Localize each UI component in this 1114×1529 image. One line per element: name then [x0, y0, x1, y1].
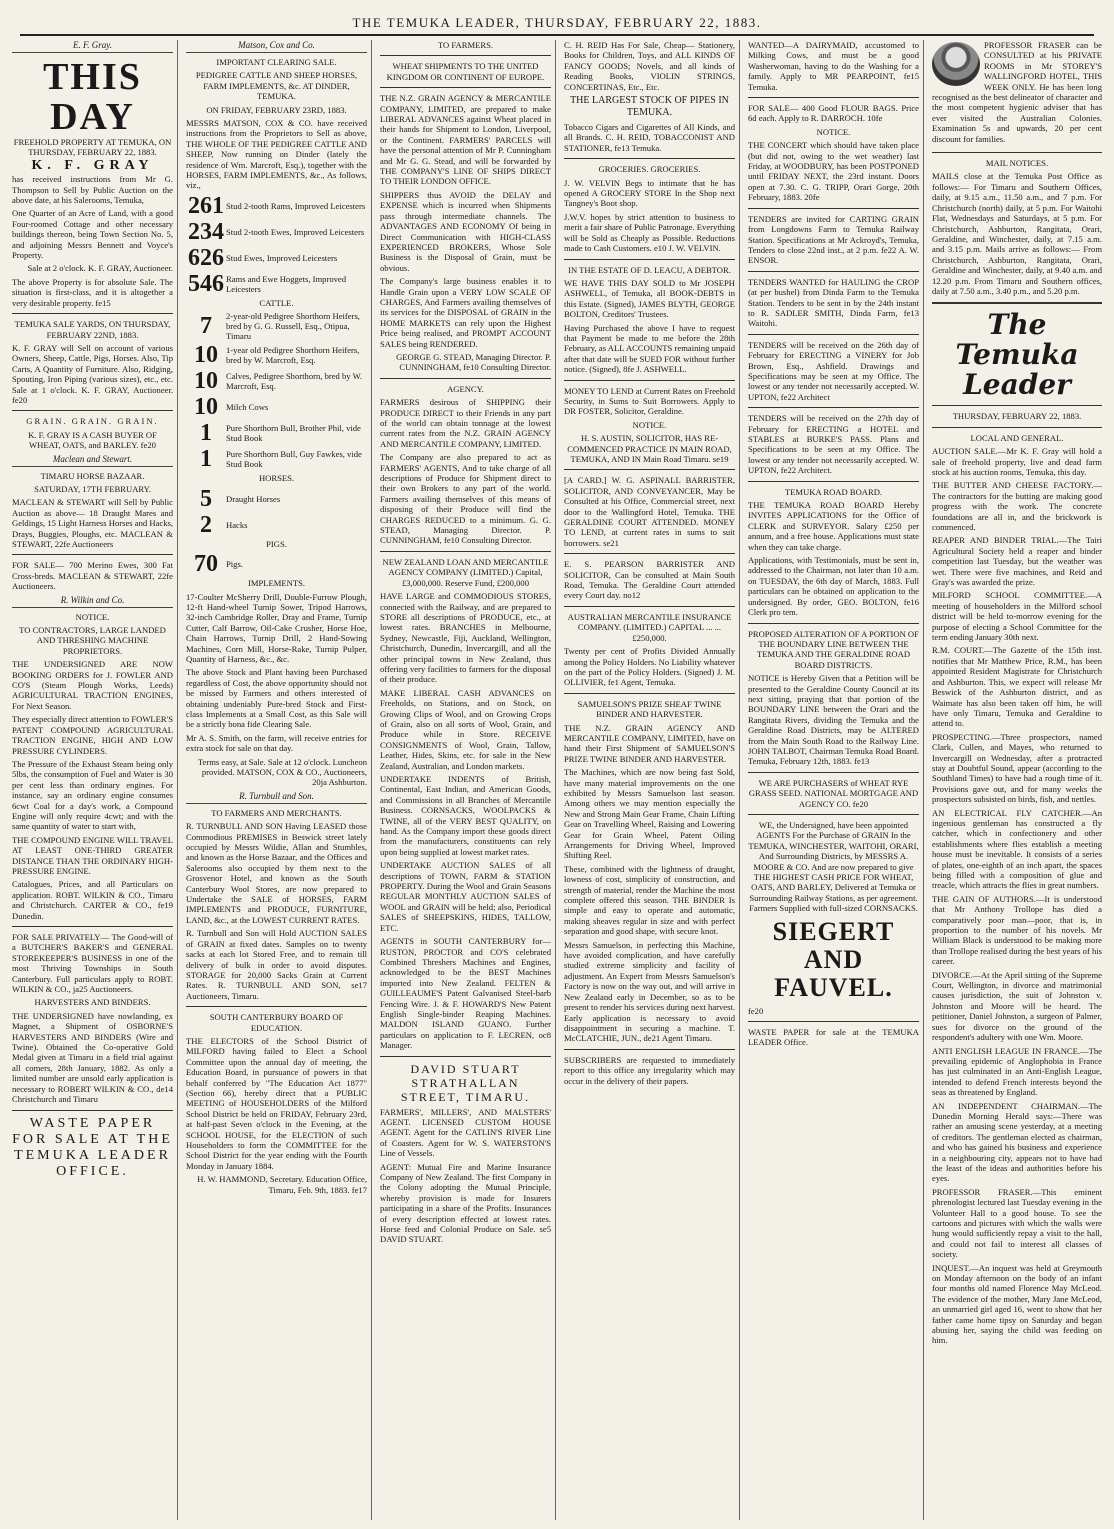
ad-text: R. Turnbull and Son will Hold AUCTION SALES of GRAIN at fixed dates. Samples on to twenty sacks at each lot Stored Free, and to remain till delivery of bulk in order to avoid disputes. STORAGE for 20,000 Sacks Grain at Current Rates. R. TURNBULL AND SON, se17 Auctioneers, Timaru. [186, 928, 367, 1001]
ad-text: J.W.V. hopes by strict attention to business to merit a fair share of Public Patronage. Everything will be Sold as Cheaply as Possible. Reductions made to Cash Customers. e10 J. W. VELVIN. [564, 211, 735, 254]
ad-text: They especially direct attention to FOWLER'S PATENT COMPOUND AGRICULTURAL TRACTION ENGINE, HIGH AND LOW PRESSURE CYLINDERS. [12, 714, 173, 756]
section-heading: LOCAL AND GENERAL. [970, 432, 1064, 443]
ad-heading: TEMUKA SALE YARDS, ON THURSDAY, FEBRUARY 22ND, 1883. [14, 319, 171, 340]
siegert-fauvel-heading: SIEGERT AND FAUVEL. [772, 916, 895, 1002]
news-item: PROFESSOR FRASER.—This eminent phrenologist lectured last Tuesday evening in the Volunteer Hall to a good house. To see the cartoons and pictures with which the walls were hung would sufficiently repay a visit to the hall, and could not fail to interest all classes of society. [932, 1186, 1102, 1260]
ad-text: H. S. AUSTIN, SOLICITOR, HAS RE-COMMENCED PRACTICE IN MAIN ROAD, TEMUKA, AND IN Main Road Timaru. se19 [567, 433, 732, 464]
stock-item: 546 Rams and Ewe Hoggets, Improved Leicesters [188, 270, 347, 297]
stock-item: 10 Milch Cows [194, 394, 269, 421]
news-item: MILFORD SCHOOL COMMITTEE.—A meeting of householders in the Milford school district will be held to-morrow evening for the purpose of electing a School Committee for the term ending January 30th next. [932, 590, 1102, 643]
masthead-title: THE TEMUKA LEADER, THURSDAY, FEBRUARY 22, 1883. [352, 15, 762, 30]
ad-text: TENDERS will be received on the 27th day of February for ERECTING a HOTEL and STABLES at BURKE'S PASS. Plans and Specifications to be seen at my Office. The lowest or any tender not necessarily accepted. W. UPTON, fe22 Architect. [748, 413, 919, 476]
ad-heading: NOTICE. [632, 419, 667, 430]
ad-text: WE, the Undersigned, have been appointed AGENTS For the Purchase of GRAIN In the TEMUKA, WINCHESTER, WAITOHI, ORARI, And Surrounding Districts, by MESSRS A. MOORE & CO. And are now prepared to give THE HIGHEST CASH PRICE FOR WHEAT, OATS, AND BARLEY, Delivered at Temuka or Surrounding Railway Stations, as per agreement. Farmers Supplied with full-sized CORNSACKS. [748, 820, 919, 914]
ad-text: The Company are also prepared to act as FARMERS' AGENTS, And to take charge of all descriptions of Produce for Shipment direct to their own Brokers to any part of the world. Farmers availing themselves of this means of disposing of their Produce will find the CHARGES REDUCED to a minimum. G. G. STEAD, Managing Director. P. CUNNINGHAM, fe10 Consulting Director. [380, 452, 551, 546]
ad-heading: TO FARMERS. [437, 40, 494, 50]
ad-heading: NOTICE. [816, 126, 851, 137]
stock-item: 261 Stud 2-tooth Rams, Improved Leicesters [188, 192, 366, 219]
section-label: CATTLE. [259, 297, 294, 308]
ad-text: PROFESSOR FRASER can be CONSULTED at his PRIVATE ROOMS in Mr STOREY'S WALLINGFORD HOTEL, THIS WEEK ONLY. He has been long recognised as the best delineator of character and the most competent hygienic adviser that has ever visited the Australian Colonies. Examination 5s and upwards, 20 per cent discount for families. [932, 40, 1102, 144]
auctioneer-name: K. F. GRAY [31, 157, 154, 173]
ad-text: FARMERS desirous of SHIPPING their PRODUCE DIRECT to their Friends in any part of the world can obtain tonnage at the lowest current rates from the N.Z. GRAIN AGENCY AND MERCANTILE COMPANY, LIMITED. [380, 397, 551, 449]
ad-text: MONEY TO LEND at Current Rates on Freehold Security, in Sums to Suit Borrowers. Apply to DR FOSTER, Solicitor, Geraldine. [564, 385, 735, 417]
ad-text: R. TURNBULL AND SON Having LEASED those Commodious PREMISES in Beswick street lately occupied by Messrs Wildie, Allan and Stumbles, and known as the Horse Bazaar, and the Offices and Salerooms also occupied by them next to the Grosvenor Hotel, and known as the South Canterbury Wool Stores, are now prepared to Undertake the SALE of HORSES, FARM IMPLEMENTS and PRODUCE, FURNITURE, LAND, &c., at the LOWEST CURRENT RATES. [186, 821, 367, 925]
issue-date: THURSDAY, FEBRUARY 22, 1883. [952, 411, 1082, 422]
ad-text: AGENTS in SOUTH CANTERBURY for— RUSTON, PROCTOR and CO'S celebrated Combined Threshers Machines and Engines, acknowledged to be the BEST Machines imported into New Zealand. FELTEN & GUILLEAUME'S Patent Galvanised Steel-barb Fencing Wire. J. & F. HOWARD'S New Patent English Single-binder Reaping Machines. MALDON ISLAND GUANO. Further particulars on application to F. LECREN, oc8 Manager. [380, 936, 551, 1051]
ad-text: J. W. VELVIN Begs to intimate that he has opened A GROCERY STORE In the Shop next Tangney's Boot shop. [564, 177, 735, 209]
stock-item: 626 Stud Ewes, Improved Leicesters [188, 244, 338, 271]
ad-heading: THE LARGEST STOCK OF PIPES IN TEMUKA. [570, 95, 729, 119]
ad-text: Applications, with Testimonials, must be sent in, addressed to the Chairman, not later than 10 a.m. on TUESDAY, the 6th day of March, 1883. Full particulars can be obtained on application to the undersigned. By order, GEO. BOLTON, fe16 Clerk pro tem. [748, 555, 919, 618]
column-5 [744, 40, 924, 1520]
section-label: HORSES. [258, 473, 295, 484]
stock-list [186, 194, 367, 296]
stock-item: 70 Pigs. [194, 551, 243, 578]
ad-text: Catalogues, Prices, and all Particulars on application. ROBT. WILKIN & CO., Timaru and Christchurch. CARTER & CO., fe19 Dunedin. [12, 879, 173, 921]
ad-text: THE UNDERSIGNED have nowlanding, ex Magnet, a Shipment of OSBORNE'S HARVESTERS AND BINDERS (Wire and Twine). Obtained the Co-operative Gold Medal given at Timaru in a field trial against all comers, 28th January, 1882. As only a limited number are unsold early application is necessary to ROBERT WILKIN & CO., de14 Christchurch and Timaru [12, 1010, 173, 1105]
ad-text: MESSRS MATSON, COX & CO. have received instructions from the Proprietors to Sell as above, THE WHOLE OF THE PEDIGREE CATTLE AND SHEEP, Now running on Dinder (lately the residence of Wm. Marcroft, Esq.), together with the HORSES, FARM IMPLEMENTS, &c., As follows, viz., [186, 118, 367, 191]
ad-text: FOR SALE— 400 Good FLOUR BAGS. Price 6d each. Apply to R. DARROCH. 10fe [748, 103, 919, 124]
ad-text: WE ARE PURCHASERS of WHEAT RYE GRASS SEED. NATIONAL MORTGAGE AND AGENCY CO. fe20 [748, 777, 919, 809]
ad-text: MAILS close at the Temuka Post Office as follows:— For Timaru and Southern Offices, daily, at 9.15 a.m., 11.50 a.m., and 7 p.m. For Christchurch (north) daily, at 5 p.m. For Waitohi Flat, Wednesdays and Saturdays, at 5 p.m. For Christchurch, Ashburton, Rangitata, Orari, Geraldine, and Winchester, daily, at 7.15 a.m. and 3.15 p.m. Mails arrive as follows:— From Christchurch, Ashburton, Rangitata, Orari, Geraldine and Winchester, daily, at 9.40 a.m. and 12.20 p.m. From Timaru and Southern offices, daily at 7.50 a.m., 3.40 p.m., and 5.20 p.m. [932, 171, 1102, 296]
ad-heading: SOUTH CANTERBURY BOARD OF EDUCATION. [209, 1012, 344, 1033]
ad-text: Twenty per cent of Profits Divided Annually among the Policy Holders. No Liability whatever on the part of the Policy Holders. (Signed) J. M. OLLIVIER, fe1 Agent, Temuka. [564, 646, 735, 688]
ad-text: HAVE LARGE and COMMODIOUS STORES, connected with the Railway, and are prepared to STORE all descriptions of PRODUCE, etc., at lowest rates. BRANCHES in Melbourne, Sydney, Newcastle, Fiji, Auckland, Wellington, Christchurch, Dunedin, Invercargill, and all the other principal towns in New Zealand, thus offering very facilities to farmers for the disposal of their produce. [380, 591, 551, 685]
news-item: AN ELECTRICAL FLY CATCHER.—An ingenious gentleman has constructed a fly catcher, which in confectionery and other establishments where flies establish a meeting house must be inevitable. It consists of a series of plates, one-eighth of an inch apart, the spaces being filled with a composition of glue and treacle, which attracts the flies in great numbers. [932, 807, 1102, 891]
advertiser-label: Maclean and Stewart. [12, 454, 173, 467]
ad-heading: IMPORTANT CLEARING SALE. [216, 57, 337, 67]
cattle-list [186, 311, 367, 471]
ad-text: MAKE LIBERAL CASH ADVANCES on Freeholds, on Stations, and on Stock, on Growing Clips of Wool, and on Growing Crops of Grain, also on all sorts of Wool, Grain, and Produce while in Store. RECEIVE CONSIGNMENTS of Wool, Grain, Tallow, Leather, Hides, Skins, etc. for sale in the New Zealand, Australian, and London markets. [380, 687, 551, 771]
ad-text: E. S. PEARSON BARRISTER AND SOLICITOR, Can be consulted at Main South Road, Temuka. The Geraldine Court attended every Court day. no12 [564, 559, 735, 601]
news-item: PROSPECTING.—Three prospectors, named Clark, Cullen, and Mayes, who returned to Invercargill on Wednesday, after a protracted stay at Doubtful Sound, appear (according to the Southland Times) to have had a rough time of it. Provisions gave out, and for many weeks the prospectors subsisted on birds, fish, and nettles. [932, 731, 1102, 805]
ad-text: AGENT: Mutual Fire and Marine Insurance Company of New Zealand. The first Company in the Colony adopting the Mutual Principle, whereby provision is made for Insurers participating in a share of the Profits. Insurances of every description effected at lowest rates. Horse feed and Colonial Produce on Sale. se5 DAVID STUART. [380, 1161, 551, 1245]
column-4 [560, 40, 740, 1520]
ad-text: MACLEAN & STEWART will Sell by Public Auction as above— 18 Draught Mares and Geldings, 15 Light Harness Horses and Hacks, Drays, Buggies, Ploughs, etc. MACLEAN & STEWART, 22fe Auctioneers [12, 497, 173, 549]
ad-heading: PROPOSED ALTERATION OF A PORTION OF THE BOUNDARY LINE BETWEEN THE TEMUKA AND THE GERALDINE ROAD BOARD DISTRICTS. [748, 628, 919, 670]
news-item: R.M. COURT.—The Gazette of the 15th inst. notifies that Mr Matthew Price, R.M., has been appointed Resident Magistrate for Christchurch and Ashburton. This, we expect will release Mr Beswick of the Ashburton district, and as Waimate has also been taken off him, he will have only Timaru, Temuka and Geraldine to attend to. [932, 645, 1102, 729]
this-day-heading: THIS DAY [43, 56, 142, 138]
ad-text: THE CONCERT which should have taken place (but did not, owing to the wet weather) last Friday, at WOODBURY, has been POSTPONED until FRIDAY NEXT, the 23rd instant. Doors open at 7.30. C. G. TRIPP, Orari Gorge, 20th February, 1883. 20fe [748, 140, 919, 203]
advertiser-label: R. Wilkin and Co. [12, 595, 173, 608]
ad-text: C. H. REID Has For Sale, Cheap— Stationery, Books for Children, Toys, and ALL KINDS OF FANCY GOODS; Novels, and all kinds of Reading Books, VIOLIN STRINGS, CONCERTINAS, Etc., Etc. [564, 40, 735, 92]
column-3 [376, 40, 556, 1520]
ad-text: Having Purchased the above I have to request that Payment be made to me before the 28th February, as ALL ACCOUNTS remaining unpaid after that date will be SUED FOR without further notice. (Signed), 8fe J. ASHWELL. [564, 322, 735, 375]
advertiser-label: R. Turnbull and Son. [186, 791, 367, 804]
ad-heading: NOTICE. [75, 611, 110, 622]
ad-text: NOTICE is Hereby Given that a Petition will be presented to the Geraldine County Council at its next sitting, praying that that portion of the BOUNDARY LINE between the Orari and the Rangitata Rivers, dividing the Temuka and the Geraldine Road Districts, may be ALTERED from the Main South Road to the Railway Line. JOHN TALBOT, Chairman Temuka Road Board. Temuka, February 12th, 1883. fe13 [748, 673, 919, 767]
news-item: DIVORCE.—At the April sitting of the Supreme Court, Wellington, in divorce and matrimonial causes jurisdiction, the suit of Johnston v. Johnston and Moore will be heard. The petitioner, Daniel Johnston, a surgeon of Palmer, sues for divorce on the ground of the respondent's adultery with one Wm. Moore. [932, 969, 1102, 1043]
ad-text: Sale at 2 o'clock. K. F. GRAY, Auctioneer. [27, 263, 173, 274]
ad-heading: GRAIN. GRAIN. GRAIN. [26, 416, 159, 427]
ad-text: SUBSCRIBERS are requested to immediately report to this office any irregularity which may occur in the delivery of their papers. [564, 1054, 735, 1086]
ad-text: THE COMPOUND ENGINE WILL TRAVEL AT LEAST ONE-THIRD GREATER DISTANCE THAN THE ORDINARY HIGH-PRESSURE ENGINE. [12, 834, 173, 876]
ad-text: One Quarter of an Acre of Land, with a good Four-roomed Cottage and other necessary buildings thereon, being Town Section No. 5, and adjoining Messrs Bennett and Voyce's Property. [12, 208, 173, 261]
news-item: AUCTION SALE.—Mr K. F. Gray will hold a sale of freehold property, live and dead farm stock at his auction rooms, Temuka, this day. [932, 446, 1102, 477]
ad-heading: WASTE PAPER FOR SALE AT THE TEMUKA LEADER OFFICE. [12, 1115, 173, 1179]
section-label: IMPLEMENTS. [247, 578, 306, 589]
ad-heading: TO FARMERS AND MERCHANTS. [211, 807, 342, 818]
ad-text: Mr A. S. Smith, on the farm, will receive entries for extra stock for sale on that day. [186, 732, 367, 754]
ad-text: FOR SALE— 700 Merino Ewes, 300 Fat Cross-breds. MACLEAN & STEWART, 22fe Auctioneers. [12, 560, 173, 592]
news-item: THE BUTTER AND CHEESE FACTORY.—The contractors for the butting are making good progress with the work. The concrete foundations are all in, and the brickwork is commenced. [932, 480, 1102, 532]
ad-text: Messrs Samuelson, in perfecting this Machine, have avoided complication, and have carefully studied extreme simplicity and facility of adjustment. An Expert from Messrs Samuelson's Factory is now on the way out, and will arrive in New Zealand early in December, so as to be present to render his services during next harvest. Early application is necessary to avoid disappointment in securing a machine. T. McCLATCHIE, JUN., de21 Agent Timaru. [564, 939, 735, 1044]
ad-text: fe20 [748, 1005, 764, 1016]
ad-text: H. W. HAMMOND, Secretary. Education Office, Timaru, Feb. 9th, 1883. fe17 [197, 1174, 367, 1195]
ad-text: K. F. GRAY will Sell on account of various Owners, Sheep, Cattle, Pigs, Horses. Also, Tip Carts, A Quantity of Furniture. Also, Ridging, Spouting, Iron Piping (various sizes), etc., etc. Sale at 1 o'clock. K. F. GRAY, Auctioneer. fe20 [12, 342, 173, 405]
stock-item: 1 Pure Shorthorn Bull, Guy Fawkes, vide Stud Book [200, 446, 362, 473]
news-item: ANTI ENGLISH LEAGUE IN FRANCE.—The prevailing epidemic of Anglophobia in France has just culminated in an Anti-English League, intended to defend French interests beyond the seas as threatened by England. [932, 1045, 1102, 1098]
ad-heading: GROCERIES. GROCERIES. [598, 164, 701, 175]
ad-text: FREEHOLD PROPERTY AT TEMUKA, ON THURSDAY, FEBRUARY 22, 1883. [13, 137, 172, 158]
ad-text: THE UNDERSIGNED ARE NOW BOOKING ORDERS for J. FOWLER AND CO'S (Steam Plough Works, Leeds) AGRICULTURAL TRACTION ENGINES, For Next Season. [12, 659, 173, 711]
advertiser-label: Matson, Cox and Co. [186, 40, 367, 53]
ad-text: The Machines, which are now being fast Sold, have many material improvements on the one exhibited by Messrs Samuelson last season. Among others we may mention especially the New and Strong Main Gear Frame, Chain Lifting Gear on Travelling Wheel, Raising and Lowering Gear for Grain Wheel, Patent Oiling Arrangements for Driving Wheel, Improved Shifting Reel. [564, 767, 735, 861]
column-1 [8, 40, 178, 1520]
ad-text: THE N.Z. GRAIN AGENCY & MERCANTILE COMPANY, LIMITED, are prepared to make LIBERAL ADVANCES against Wheat placed in their hands for Shipment to London, Liverpool, or the Continent. FARMERS' PARCELS will have the personal attention of Mr P. Cunningham and Mr G. G. Stead, and will be forwarded by THE COMPANY'S LINE OF SHIPS DIRECT TO THEIR LONDON OFFICE. [380, 93, 551, 187]
section-label: PIGS. [266, 538, 287, 549]
ad-heading: WHEAT SHIPMENTS TO THE UNITED KINGDOM OR CONTINENT OF EUROPE. [386, 61, 545, 82]
stock-item: 2 Hacks [200, 511, 248, 538]
ad-text: The Company's large business enables it to Handle Grain upon a VERY LOW SCALE OF CHARGES, And Farmers availing themselves of its services for the DISPOSAL of GRAIN in the HOME MARKETS can rely upon the Highest Price being realised, and PROMPT ACCOUNT SALES being RENDERED. [380, 276, 551, 349]
ad-text: WANTED—A DAIRYMAID, accustomed to Milking Cows, and must be a good Washerwoman, having to do the Washing for a family. Apply to MR PEARPOINT, fe15 Temuka. [748, 40, 919, 92]
ad-heading: SATURDAY, 17TH FEBRUARY. [34, 483, 151, 494]
masthead [20, 14, 1094, 36]
ad-text: [A CARD.] W. G. ASPINALL BARRISTER, SOLICITOR, AND CONVEYANCER, May be Consulted at his Office, Commercial street, next door to the Wallingford Hotel, Temuka. THE GERALDINE COURT ATTENDED. MONEY TO LEND, at current rates in sums to suit borrowers. se21 [564, 475, 735, 548]
ad-text: THE TEMUKA ROAD BOARD Hereby INVITES APPLICATIONS for the Office of CLERK and SURVEYOR. Salary £250 per annum, and a free house. Applications must state when they can take charge. [748, 500, 919, 552]
professor-portrait-icon [932, 42, 980, 86]
ad-text: WASTE PAPER for sale at the TEMUKA LEADER Office. [748, 1027, 919, 1048]
stock-item: 7 2-year-old Pedigree Shorthorn Heifers, bred by G. G. Russell, Esq., Otipua, Timaru [200, 311, 360, 342]
ad-heading: AGENCY. [447, 383, 484, 394]
ad-heading: MAIL NOTICES. [985, 158, 1049, 169]
ad-text: K. F. GRAY IS A CASH BUYER OF WHEAT, OATS, and BARLEY. fe20 [28, 429, 157, 451]
advertiser-label: E. F. Gray. [12, 40, 173, 53]
ad-heading: HARVESTERS AND BINDERS. [34, 997, 151, 1008]
stock-item: 1 Pure Shorthorn Bull, Brother Phil, vide Stud Book [200, 420, 361, 447]
ad-text: FARMERS', MILLERS', AND MALSTERS' AGENT. LICENSED CUSTOM HOUSE AGENT. Agent for the CATLIN'S RIVER Line of Coasters. Agent for W. S. WATERSTON'S Line of Vessels. [380, 1106, 551, 1159]
ad-text: TENDERS WANTED for HAULING the CROP (at per bushel) from Dinda Farm to the Temuka Station. Tenders to be sent in by the 24th instant to R. SADLER SMITH, Dinda Farm, fe13 Waitohi. [748, 276, 919, 329]
ad-heading: ON FRIDAY, FEBRUARY 23RD, 1883. [206, 104, 347, 115]
ad-text: Tobacco Cigars and Cigarettes of All Kinds, and all Brands. C. H. REID, TOBACCONIST AND STATIONER, fe13 Temuka. [564, 122, 735, 153]
ad-heading: TIMARU HORSE BAZAAR. [40, 470, 145, 481]
ad-heading: TEMUKA ROAD BOARD. [784, 486, 883, 497]
ad-text: TENDERS will be received on the 26th day of February for ERECTING a VINERY for Job Brown, Esq., Ashfield. Drawings and Specifications may be seen at my Office. The lowest or any tender not necessarily accepted. W. UPTON, fe22 Architect [748, 339, 919, 402]
ad-text: WE HAVE THIS DAY SOLD to Mr JOSEPH ASHWELL, of Temuka, all BOOK-DEBTS in this Estate. (Signed), JAMES BLYTH, GEORGE BOLTON, Creditors' Trustees. [564, 277, 735, 320]
ad-heading: SAMUELSON'S PRIZE SHEAF TWINE BINDER AND HARVESTER. [577, 698, 722, 720]
ad-text: has received instructions from Mr G. Thompson to Sell by Public Auction on the above date, at his Salerooms, Temuka, [12, 174, 173, 206]
ad-text: The above Stock and Plant having been Purchased regardless of Cost, the above opportunity should not be missed by Farmers and others interested of obtaining undeniably Pure-bred Stock and First-class Implements at a Small Cost, as this Sale will be a strictly bona fide Clearing Sale. [186, 667, 367, 730]
column-2 [182, 40, 372, 1520]
column-6 [928, 40, 1106, 1520]
ad-heading: NEW ZEALAND LOAN AND MERCANTILE AGENCY COMPANY (LIMITED.) Capital, £3,000,000. Reserve Fund, £200,000 [382, 556, 549, 588]
news-item: AN INDEPENDENT CHAIRMAN.—The Dunedin Morning Herald says:—There was rather an amusing scene yesterday, at a meeting of creditors. The gentleman elected as chairman, and who has gained his business and experience in a neighbouring city, appears not to have had the least of the ideas and authorities before his eyes. [932, 1100, 1102, 1184]
ad-text: THE ELECTORS of the School District of MILFORD having failed to Elect a School Committee upon the annual day of meeting, the Education Board, in pursuance of powers in that behalf conferred by "The Education Act 1877" (Section 66), hereby direct that a PUBLIC MEETING of HOUSEHOLDERS of the Milford School District be held on FRIDAY, February 23rd, at half-past Seven o'clock in the Evening, at the SCHOOL HOUSE, for the ELECTION of such Householders to form the COMMITTEE for the School District for the year ending with the Fourth Monday in January 1884. [186, 1035, 367, 1171]
stock-item: 10 Calves, Pedigree Shorthorn, bred by W. Marcroft, Esq. [194, 368, 363, 395]
ad-heading: AUSTRALIAN MERCANTILE INSURANCE COMPANY. (LIMITED.) CAPITAL ... ... £250,000. [567, 611, 732, 643]
ad-text: Terms easy, at Sale. Sale at 12 o'clock. Luncheon provided. MATSON, COX & CO., Auctioneers, 20ja Ashburton. [197, 756, 367, 788]
columns [8, 40, 1106, 1520]
ad-heading: DAVID STUART STRATHALLAN STREET, TIMARU. [400, 1061, 531, 1104]
ad-text: The Pressure of the Exhaust Steam being only 5lbs, the consumption of Fuel and Water is 30 per cent less than ordinary engines. For instance, say an ordinary engine consumes 6cwt Coal for a day's work, a Compound Engine will only require 4cwt; and with the same quantity of water to start with, [12, 758, 173, 832]
ad-text: FOR SALE PRIVATELY— The Good-will of a BUTCHER'S BAKER'S and GENERAL STOREKEEPER'S BUSINESS in one of the most Thriving Townships in South Canterbury. Full particulars apply to ROBT. WILKIN & CO., ja25 Auctioneers. [12, 932, 173, 995]
ad-text: The above Property is for absolute Sale. The situation is first-class, and it is altogether a very desirable property. fe15 [12, 276, 173, 308]
ad-text: These, combined with the lightness of draught, lowness of cost, simplicity of construction, and strength of material, render the Machine the most complete offered this season. THE BINDER Is simple and easy to operate and automatic, making sheaves regular in size and with perfect separation and good shape, with secure knot. [564, 863, 735, 937]
ad-text: UNDERTAKE AUCTION SALES of all descriptions of TOWN, FARM & STATION PROPERTY. During the Wool and Grain Seasons REGULAR MONTHLY AUCTION SALES of WOOL and GRAIN will be held; also, Periodical SALES of SHEEPSKINS, HIDES, TALLOW, ETC. [380, 860, 551, 933]
stock-item: 234 Stud 2-tooth Ewes, Improved Leicesters [188, 218, 365, 245]
ad-text: GEORGE G. STEAD, Managing Director. P. CUNNINGHAM, fe10 Consulting Director. [396, 351, 551, 373]
ad-heading: IN THE ESTATE OF D. LEACU, A DEBTOR. [568, 264, 731, 275]
news-item: REAPER AND BINDER TRIAL.—The Tairi Agricultural Society held a reaper and binder competition last Tuesday, but the weather was wet. There were five machines, and Reid and Gray's was awarded the prize. [932, 535, 1102, 588]
ad-text: TENDERS are invited for CARTING GRAIN from Longdowns Farm to Temuka Railway Station. Specifications at Mr Ackroyd's, Temuka, Tenders to close 22nd inst., at 2 p.m. fe22 A. W. ENSOR. [748, 213, 919, 266]
ad-text: UNDERTAKE INDENTS of British, Continental, East Indian, and American Goods, and Commissions in all Branches of Mercantile Business. CORNSACKS, WOOLPACKS & TWINE, all of the VERY BEST QUALITY, on hand. As the Company import these goods direct from the manufacturers, constituents can rely upon being supplied at lowest market rates. [380, 774, 551, 857]
ad-heading: PEDIGREE CATTLE AND SHEEP HORSES, FARM IMPLEMENTS, &c. AT DINDER, TEMUKA. [195, 70, 358, 102]
news-item: INQUEST.—An inquest was held at Greymouth on Monday afternoon on the body of an infant four months old named Florence May McLeod. The evidence of the mother, Mary Jane McLeod, an unmarried girl aged 16, went to show that her father came home tipsy on Saturday and began abusing her, saying the child was feeding on him. [932, 1262, 1102, 1346]
ad-text: THE N.Z. GRAIN AGENCY AND MERCANTILE COMPANY, LIMITED, have on hand their First Shipment of SAMUELSON'S PRIZE TWINE BINDER AND HARVESTER. [564, 722, 735, 764]
ad-text: SHIPPERS thus AVOID the DELAY and EXPENSE which is incurred when Shipments pass through intermediate channels. The ADVANTAGES AND ECONOMY Of being in Direct Communication with HIGH-CLASS EXPERIENCED BROKERS, Whose Sole Business is the Disposal of Grain, must be obvious. [380, 189, 551, 273]
ad-text: 17-Coulter McSherry Drill, Double-Furrow Plough, 12-ft Hand-wheel Turnip Sower, Tripod Harrows, 32-inch Cambridge Roller, Dray and Frame, Turnip Cutter, Calf Barrow, Oil-Cake Crusher, Horse Hoe, Chain Harrows, Turnip Drill, 2 Hand-Sowing Machines, Corn Mill, Horse-Rake, Turnip Pulper, Quantity of Harness, &c., &c. [186, 591, 367, 664]
ad-heading: TO CONTRACTORS, LARGE LANDED AND THRESHING MACHINE PROPRIETORS. [19, 625, 166, 656]
news-item: THE GAIN OF AUTHORS.—It is understood that Mr Anthony Trollope has died a comparatively poor man—poor, that is, in proportion to the number of his novels. Mr William Black is understood to be making more than Trollope realised during the best years of his career. [932, 893, 1102, 967]
stock-item: 10 1-year old Pedigree Shorthorn Heifers, bred by W. Marcroft, Esq. [194, 342, 360, 369]
stock-item: 5 Draught Horses [200, 485, 281, 512]
newspaper-title: The Temuka Leader [955, 308, 1079, 402]
